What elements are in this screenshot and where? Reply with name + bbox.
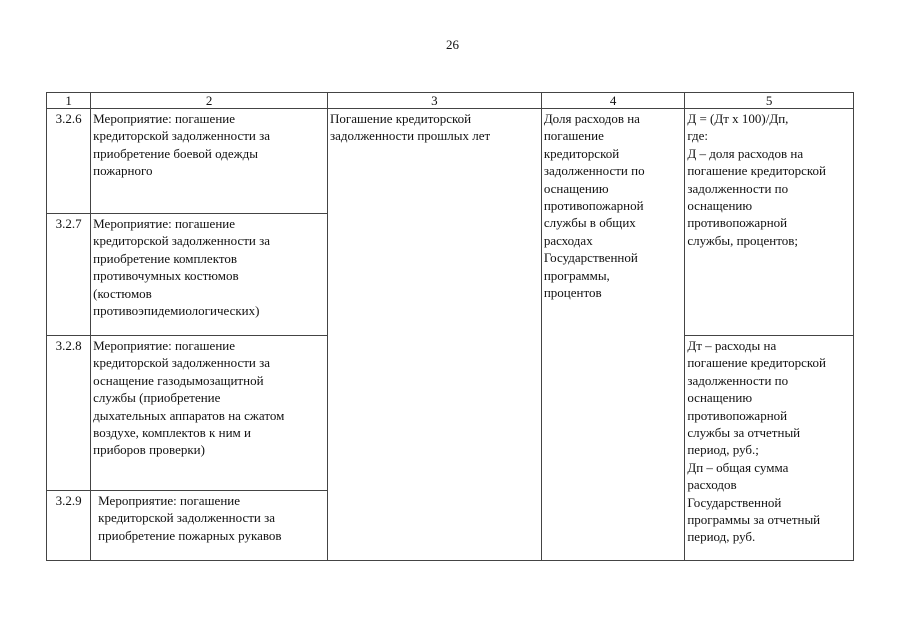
text-line: Мероприятие: погашение xyxy=(93,111,236,126)
header-col-2: 2 xyxy=(91,93,328,109)
text-line: расходах xyxy=(543,232,593,248)
text-line: Государственной xyxy=(687,494,782,510)
text-line: Дп – общая сумма xyxy=(687,459,789,475)
text-line: Д – доля расходов на xyxy=(687,145,804,161)
text-line: погашение кредиторской xyxy=(687,163,826,179)
row-description xyxy=(91,109,328,214)
text-line: службы за отчетный xyxy=(687,425,801,441)
text-line: Мероприятие: погашение xyxy=(93,216,236,231)
text-line: оснащению xyxy=(687,390,753,406)
text-line: погашение xyxy=(543,128,604,144)
text-line: где: xyxy=(687,128,709,144)
text-line: задолженности прошлых лет xyxy=(330,128,491,144)
table-row xyxy=(47,109,854,214)
text-line: пожарного xyxy=(93,163,153,179)
text-line: программы, xyxy=(543,267,610,283)
text-line: Мероприятие: погашение xyxy=(98,493,241,508)
text-line: Д = (Дт х 100)/Дп, xyxy=(687,111,789,126)
text-line: приобретение боевой одежды xyxy=(93,145,258,161)
text-line: оснащение газодымозащитной xyxy=(93,372,264,388)
text-line: службы в общих xyxy=(543,215,636,231)
text-line: противопожарной xyxy=(687,215,788,231)
text-line: службы, процентов; xyxy=(687,232,798,248)
text-line: противопожарной xyxy=(543,198,644,214)
text-line: приобретение комплектов xyxy=(93,250,237,266)
text-line: период, руб. xyxy=(687,529,756,545)
text-line: противочумных костюмов xyxy=(93,268,239,284)
text-line: кредиторской задолженности за xyxy=(93,355,271,371)
column-3-merged-cell xyxy=(328,109,542,561)
column-5-legend-cell xyxy=(685,336,854,561)
indicator-table xyxy=(46,92,854,561)
header-col-1: 1 xyxy=(47,93,91,109)
header-col-5: 5 xyxy=(685,93,854,109)
text-line: погашение кредиторской xyxy=(687,355,826,371)
text-line: задолженности по xyxy=(687,372,789,388)
text-line: расходов xyxy=(687,477,737,493)
header-row xyxy=(47,93,854,109)
row-number: 3.2.9 xyxy=(47,491,91,561)
page-number: 26 xyxy=(446,37,459,52)
text-line: программы за отчетный xyxy=(687,512,821,528)
row-number: 3.2.7 xyxy=(47,214,91,336)
row-description xyxy=(91,336,328,491)
text-line: кредиторской задолженности за xyxy=(93,233,271,249)
header-col-4: 4 xyxy=(541,93,685,109)
text-line: процентов xyxy=(543,285,602,301)
row-description xyxy=(91,491,328,561)
row-description xyxy=(91,214,328,336)
column-5-formula-cell xyxy=(685,109,854,336)
text-line: Дт – расходы на xyxy=(687,338,777,353)
text-line: задолженности по xyxy=(543,163,645,179)
text-line: Погашение кредиторской xyxy=(330,111,472,126)
text-line: противопожарной xyxy=(687,407,788,423)
text-line: оснащению xyxy=(687,198,753,214)
text-line: кредиторской задолженности за xyxy=(93,128,271,144)
text-line: период, руб.; xyxy=(687,442,759,458)
text-line: оснащению xyxy=(543,180,609,196)
text-line: задолженности по xyxy=(687,180,789,196)
text-line: кредиторской xyxy=(543,145,620,161)
text-line: противоэпидемиологических) xyxy=(93,303,260,319)
header-col-3: 3 xyxy=(328,93,542,109)
row-number: 3.2.6 xyxy=(47,109,91,214)
row-number: 3.2.8 xyxy=(47,336,91,491)
text-line: воздухе, комплектов к ним и xyxy=(93,425,251,441)
text-line: (костюмов xyxy=(93,285,152,301)
text-line: приборов проверки) xyxy=(93,442,205,458)
text-line: Государственной xyxy=(543,250,638,266)
text-line: приобретение пожарных рукавов xyxy=(98,527,282,543)
text-line: кредиторской задолженности за xyxy=(98,510,276,526)
text-line: службы (приобретение xyxy=(93,390,221,406)
text-line: Доля расходов на xyxy=(543,111,640,126)
text-line: дыхательных аппаратов на сжатом xyxy=(93,407,285,423)
text-line: Мероприятие: погашение xyxy=(93,338,236,353)
column-4-merged-cell xyxy=(541,109,685,561)
